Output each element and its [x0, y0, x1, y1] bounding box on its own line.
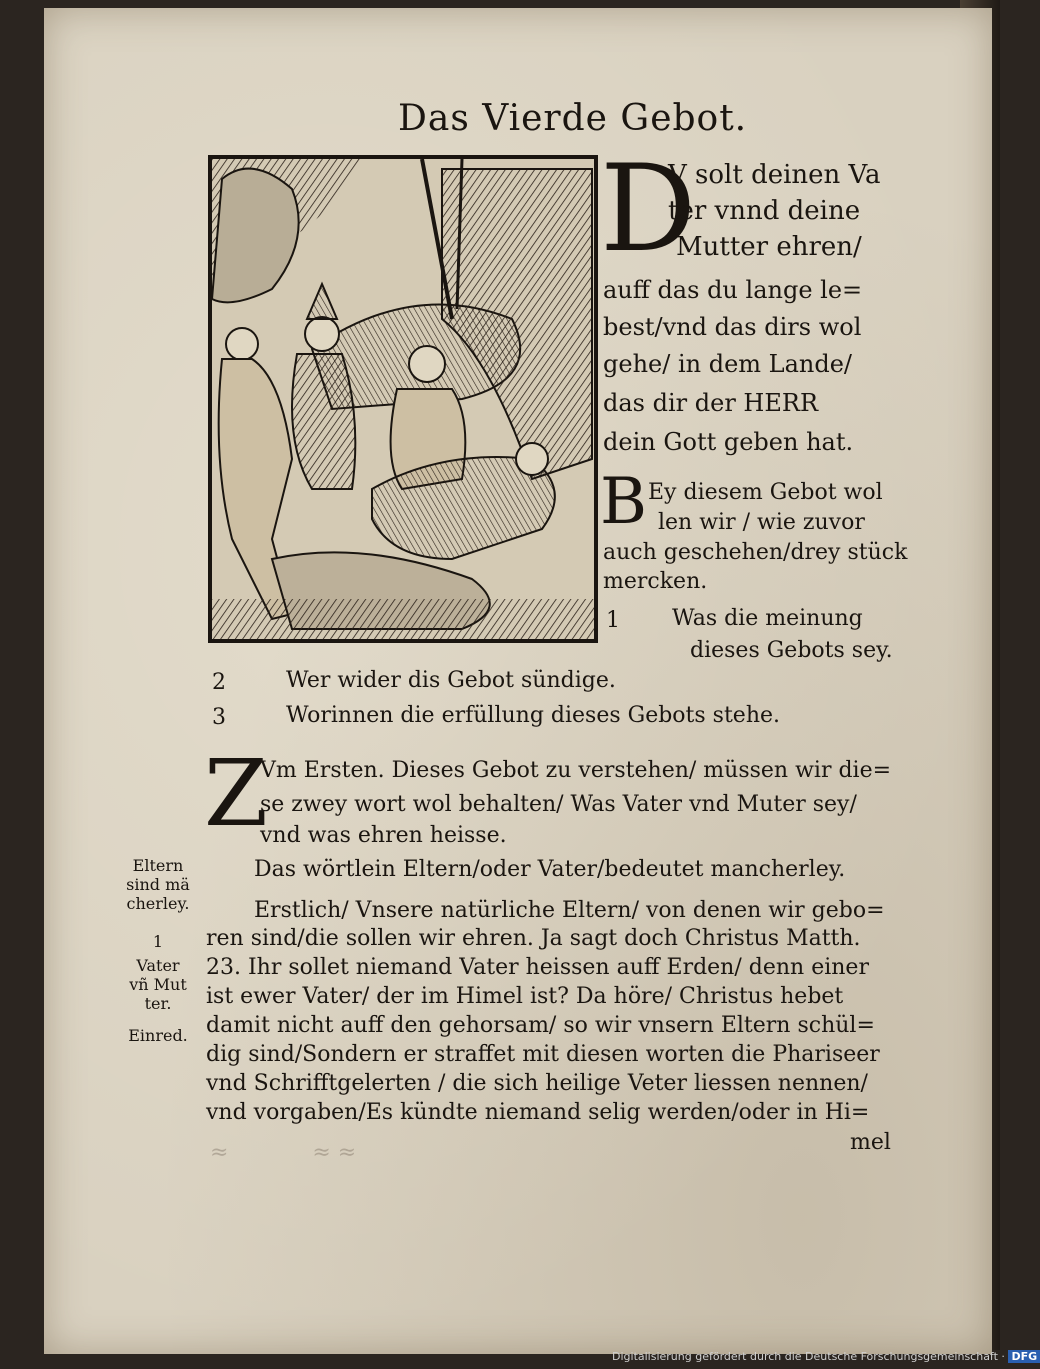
section-line-3: vnd was ehren heisse. [260, 823, 507, 848]
margin-note-eltern-line-1: Eltern [132, 856, 184, 875]
footer-text: Digitalisierung gefördert durch die Deutsche Forschungsgemeinschaft [612, 1350, 998, 1363]
body-line-8: vnd Schrifftgelerten / die sich heilige Veter liessen nennen/ [206, 1071, 868, 1096]
body-line-6: damit nicht auff den gehorsam/ so wir vnsern Eltern schül= [206, 1013, 875, 1038]
commandment-line-1: V solt deinen Va [668, 160, 881, 190]
commandment-line-3: Mutter ehren/ [676, 232, 862, 262]
body-line-3: ren sind/die sollen wir ehren. Ja sagt doch Christus Matth. [206, 926, 861, 951]
point-1-line-2: dieses Gebots sey. [690, 638, 893, 663]
body-line-1: Das wörtlein Eltern/oder Vater/bedeutet mancherley. [254, 857, 846, 882]
margin-number: 1 [152, 932, 164, 951]
body-line-7: dig sind/Sondern er straffet mit diesen worten die Phariseer [206, 1042, 880, 1067]
section-line-1: Vm Ersten. Dieses Gebot zu verstehen/ müssen wir die= [260, 758, 892, 783]
commandment-line-2: ter vnnd deine [668, 196, 861, 226]
point-3-number: 3 [212, 705, 226, 730]
commandment-line-4: auff das du lange le= [603, 276, 863, 304]
commandment-line-5: best/vnd das dirs wol [603, 313, 862, 341]
margin-note-vater-line-2: vñ Mut [129, 975, 187, 995]
body-line-4: 23. Ihr sollet niemand Vater heissen auff Erden/ denn einer [206, 955, 869, 980]
body-line-9: vnd vorgaben/Es kündte niemand selig werden/oder in Hi= [206, 1100, 870, 1125]
woodcut-illustration [208, 155, 598, 643]
digitization-footer: Digitalisierung gefördert durch die Deutsche Forschungsgemeinschaft · DFG [612, 1350, 1040, 1363]
intro-line-3: auch geschehen/drey stück [603, 540, 908, 565]
margin-note-eltern [112, 856, 204, 914]
bleed-through-marks: ≈ ≈ ≈ [210, 1140, 357, 1165]
point-3-text: Worinnen die erfüllung dieses Gebots stehe. [286, 703, 781, 728]
dfg-logo: DFG [1008, 1350, 1040, 1363]
intro-dropcap: B [600, 465, 648, 539]
commandment-dropcap: D [600, 140, 697, 279]
intro-line-2: len wir / wie zuvor [658, 510, 865, 535]
margin-note-vater [112, 956, 204, 1014]
point-2-number: 2 [212, 670, 226, 695]
body-line-5: ist ewer Vater/ der im Himel ist? Da höre/ Christus hebet [206, 984, 844, 1009]
page-heading: Das Vierde Gebot. [398, 98, 748, 139]
body-line-2: Erstlich/ Vnsere natürliche Eltern/ von denen wir gebo= [254, 898, 885, 923]
commandment-line-6: gehe/ in dem Lande/ [603, 350, 853, 378]
margin-note-eltern-line-3: cherley. [126, 894, 190, 914]
commandment-line-7: das dir der HERR [603, 389, 819, 417]
point-1-line-1: Was die meinung [672, 606, 863, 631]
intro-line-4: mercken. [603, 569, 708, 594]
body-line-10: mel [850, 1130, 891, 1155]
margin-note-vater-line-1: Vater [136, 956, 180, 975]
point-1-number: 1 [606, 608, 620, 633]
point-2-text: Wer wider dis Gebot sündige. [286, 668, 616, 693]
margin-note-vater-line-3: ter. [144, 994, 172, 1014]
commandment-line-8: dein Gott geben hat. [603, 428, 854, 456]
margin-note-eltern-line-2: sind mä [126, 875, 190, 895]
section-line-2: se zwey wort wol behalten/ Was Vater vnd Muter sey/ [260, 792, 857, 817]
intro-line-1: Ey diesem Gebot wol [648, 480, 883, 505]
margin-note-einred: Einred. [128, 1026, 188, 1045]
section-dropcap: Z [204, 740, 268, 847]
